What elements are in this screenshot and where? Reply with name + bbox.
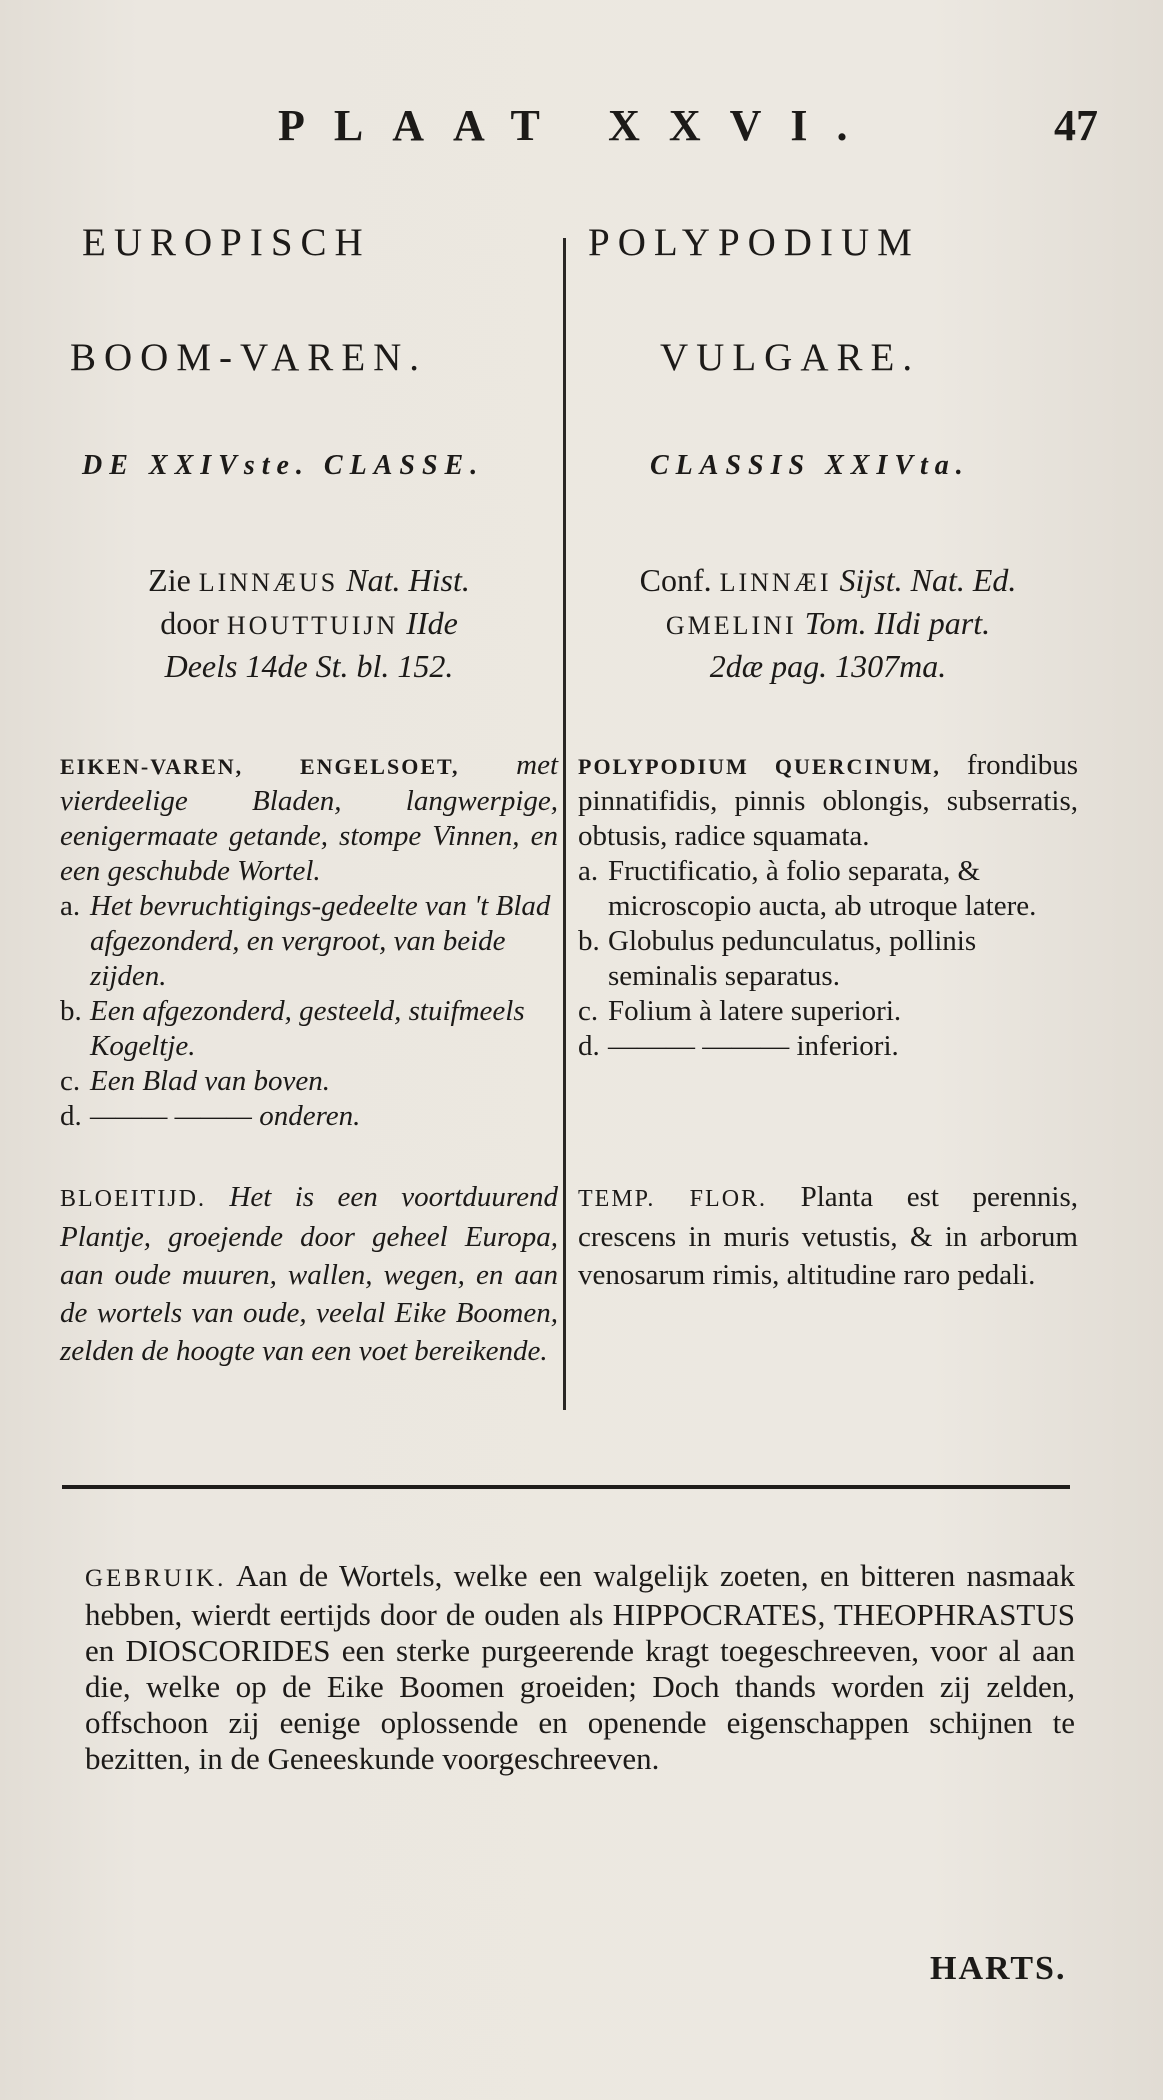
item-label: d.	[60, 1100, 82, 1132]
ref-location: Deels 14de St. bl. 152.	[164, 648, 454, 684]
catchword: HARTS.	[930, 1950, 1067, 1987]
item-text: Een Blad van boven.	[90, 1065, 330, 1097]
dutch-species-text: met vierdeelige Bladen, langwerpige, eenigermaate getande, stompe Vinnen, en een geschubde Wortel.	[60, 749, 558, 887]
latin-item-c	[578, 994, 1078, 1029]
item-label: c.	[578, 995, 599, 1027]
latin-species-name: POLYPODIUM QUERCINUM,	[578, 754, 941, 779]
usage-paragraph	[85, 1558, 1075, 1777]
dutch-flowering-text: Het is een voortduurend Plantje, groejende door geheel Europa, aan oude muuren, wallen, wegen, en aan de wortels van oude, veelal Eike Boomen, zelden de hoogte van een voet bereikende.	[60, 1181, 558, 1367]
dutch-class-line: DE XXIVste. CLASSE.	[82, 450, 485, 481]
latin-flowering-label: TEMP. FLOR.	[578, 1186, 768, 1212]
dutch-item-a	[60, 889, 558, 994]
dutch-item-c	[60, 1064, 558, 1099]
ref-translator: HOUTTUIJN	[226, 611, 399, 640]
latin-title-line2: VULGARE.	[660, 336, 921, 379]
item-label: d.	[578, 1030, 600, 1062]
ref-volume: IIde	[406, 605, 458, 641]
item-text: Globulus pedunculatus, pollinis seminalis separatus.	[608, 925, 977, 992]
item-label: c.	[60, 1065, 81, 1097]
dutch-ref-line2	[60, 603, 558, 646]
item-text: ——— ——— inferiori.	[608, 1030, 899, 1062]
page-header	[278, 100, 1118, 160]
dutch-desc-paragraph	[60, 748, 558, 889]
latin-ref-line1	[578, 560, 1078, 603]
column-divider	[563, 238, 566, 1410]
plate-title: PLAAT XXVI.	[278, 101, 877, 150]
dutch-reference	[60, 560, 558, 686]
dutch-flowering	[60, 1178, 558, 1370]
ref-location: 2dæ pag. 1307ma.	[709, 648, 947, 684]
item-label: b.	[578, 925, 600, 957]
ref-word: door	[160, 605, 219, 641]
ref-volume: Tom. IIdi part.	[804, 605, 991, 641]
latin-ref-line3	[578, 646, 1078, 686]
ref-work: Nat. Hist.	[346, 562, 470, 598]
dutch-ref-line1	[60, 560, 558, 603]
item-text: Een afgezonderd, gesteeld, stuifmeels Kogeltje.	[90, 995, 525, 1062]
ref-work: Sijst. Nat. Ed.	[839, 562, 1017, 598]
ref-editor: GMELINI	[665, 611, 797, 640]
usage-label: GEBRUIK.	[85, 1565, 227, 1592]
latin-species-text: frondibus pinnatifidis, pinnis oblongis, subserratis, obtusis, radice squamata.	[578, 749, 1078, 852]
latin-title-line1: POLYPODIUM	[588, 221, 920, 264]
latin-description	[578, 748, 1078, 1064]
dutch-title-line2: BOOM-VAREN.	[70, 336, 428, 379]
item-label: a.	[60, 890, 81, 922]
dutch-title-line1: EUROPISCH	[82, 221, 371, 264]
item-label: a.	[578, 855, 599, 887]
dutch-ref-line3	[60, 646, 558, 686]
page-number: 47	[1054, 101, 1098, 150]
dutch-flowering-label: BLOEITIJD.	[60, 1186, 206, 1212]
dutch-item-d	[60, 1099, 558, 1134]
latin-ref-line2	[578, 603, 1078, 646]
latin-desc-paragraph	[578, 748, 1078, 854]
item-text: ——— ——— onderen.	[90, 1100, 361, 1132]
item-text: Het bevruchtigings-gedeelte van 't Blad afgezonderd, en vergroot, van beide zijden.	[90, 890, 551, 992]
item-text: Folium à latere superiori.	[608, 995, 902, 1027]
latin-item-a	[578, 854, 1078, 924]
latin-item-d	[578, 1029, 1078, 1064]
ref-author: LINNÆUS	[198, 568, 339, 597]
latin-flowering-text: Planta est perennis, crescens in muris vetustis, & in arborum venosarum rimis, altitudine raro pedali.	[578, 1181, 1078, 1291]
dutch-description	[60, 748, 558, 1134]
latin-class-line: CLASSIS XXIVta.	[650, 450, 970, 481]
horizontal-rule	[62, 1485, 1070, 1489]
dutch-item-b	[60, 994, 558, 1064]
item-label: b.	[60, 995, 82, 1027]
ref-author: LINNÆI	[719, 568, 832, 597]
ref-word: Zie	[148, 562, 191, 598]
usage-text: Aan de Wortels, welke een walgelijk zoeten, en bitteren nasmaak hebben, wierdt eertijds door de ouden als HIPPOCRATES, THEOPHRASTUS en DIOSCORIDES een sterke purgeerende kragt toegeschreeven, voor al aan die, welke op de Eike Boomen groeiden; Doch thands worden zij zelden, offschoon zij eenige oplossende en openende eigenschappen schijnen te bezitten, in de Geneeskunde voorgeschreeven.	[85, 1558, 1075, 1776]
dutch-species-name: EIKEN-VAREN, ENGELSOET,	[60, 754, 460, 779]
latin-item-b	[578, 924, 1078, 994]
ref-word: Conf.	[639, 562, 712, 598]
latin-flowering	[578, 1178, 1078, 1294]
latin-reference	[578, 560, 1078, 686]
item-text: Fructificatio, à folio separata, & microscopio aucta, ab utroque latere.	[608, 855, 1037, 922]
